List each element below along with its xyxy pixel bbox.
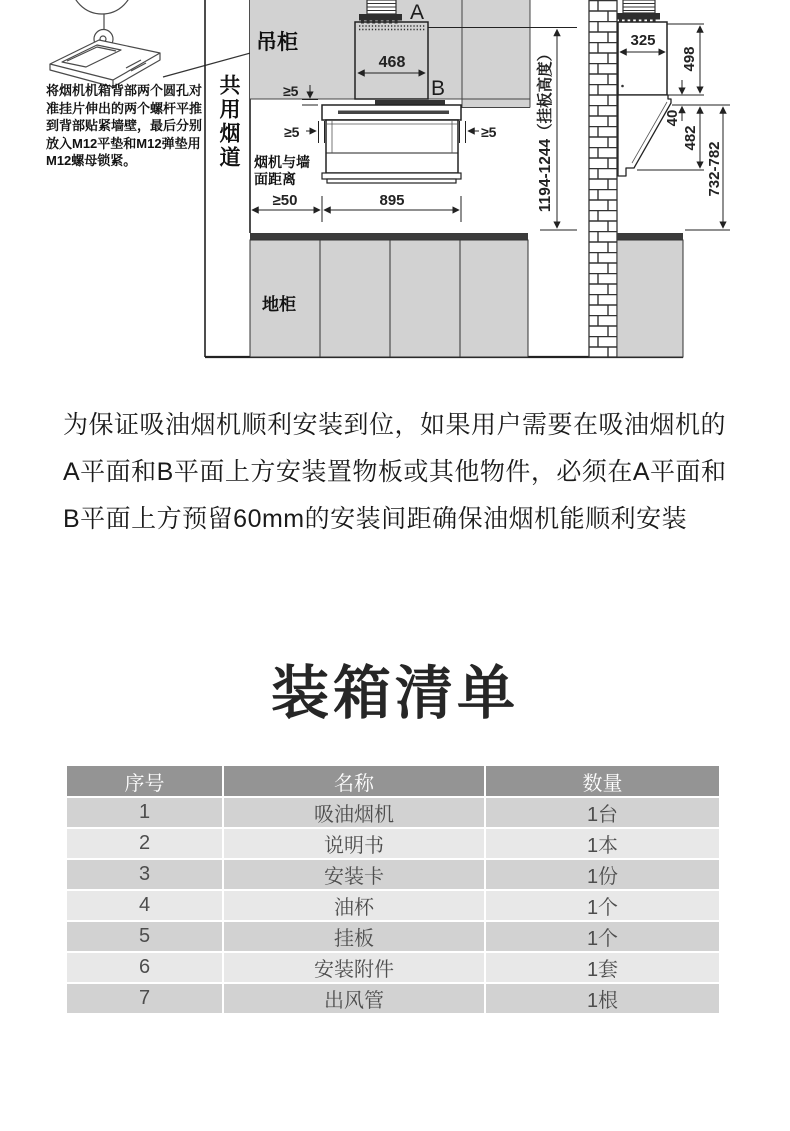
packing-list-title: 装箱清单	[270, 661, 519, 726]
brick-wall	[589, 0, 617, 357]
dim-wall-gap: ≥50	[272, 192, 298, 209]
cell-qty: 1份	[486, 860, 719, 889]
cell-index: 1	[67, 798, 222, 827]
cell-qty: 1套	[486, 953, 719, 982]
col-header-name: 名称	[224, 766, 484, 796]
dim-plate-height: 1194-1244（挂板高度）	[537, 45, 554, 213]
packing-list-table	[67, 766, 719, 1013]
note-line: A平面和B平面上方安装置物板或其他物件，必须在A平面和	[63, 458, 727, 486]
cell-index: 7	[67, 984, 222, 1013]
cell-name: 吸油烟机	[224, 798, 484, 827]
instruction-line: 将烟机机箱背部两个圆孔对	[46, 83, 203, 98]
base-cabinet-label: 地柜	[262, 295, 296, 314]
dim-hood-width: 895	[379, 192, 405, 209]
cell-name: 安装附件	[224, 953, 484, 982]
plane-b-label: B	[431, 77, 446, 100]
label-line: 面距离	[254, 171, 296, 187]
table-row	[67, 891, 719, 920]
cell-index: 5	[67, 922, 222, 951]
cell-name: 说明书	[224, 829, 484, 858]
cell-name: 安装卡	[224, 860, 484, 889]
dim-body-height: 482	[682, 125, 699, 151]
cell-index: 2	[67, 829, 222, 858]
instruction-line: M12螺母锁紧。	[46, 153, 137, 168]
hanging-plate-detail-sketch	[50, 0, 160, 87]
dim-counter-distance: 732-782	[706, 141, 723, 197]
magnifier-circle-large	[71, 0, 133, 14]
table-header-row	[67, 766, 719, 796]
instruction-line: 到背部贴紧墙壁，最后分别	[46, 118, 203, 133]
installation-note	[63, 402, 753, 543]
cell-qty: 1根	[486, 984, 719, 1013]
dim-step-gap: 40	[664, 109, 681, 127]
label-line: 烟机与墙	[254, 154, 310, 170]
dim-top-gap: ≥5	[283, 83, 299, 99]
cell-index: 6	[67, 953, 222, 982]
cell-qty: 1个	[486, 922, 719, 951]
table-row	[67, 829, 719, 858]
hood-front	[322, 100, 461, 183]
table-row	[67, 860, 719, 889]
dim-upper-height: 498	[681, 46, 698, 72]
col-header-index: 序号	[67, 766, 222, 796]
cell-qty: 1本	[486, 829, 719, 858]
cell-qty: 1台	[486, 798, 719, 827]
instruction-line: 放入M12平垫和M12弹垫用	[46, 135, 201, 151]
table-row	[67, 798, 719, 827]
table-row	[67, 953, 719, 982]
table-row	[67, 922, 719, 951]
instruction-line: 准挂片伸出的两个螺杆平推	[46, 100, 203, 116]
hood-wall-distance-label	[254, 154, 310, 188]
cell-index: 3	[67, 860, 222, 889]
note-line: 为保证吸油烟机顺利安装到位，如果用户需要在吸油烟机的	[63, 411, 727, 439]
shared-flue-label: 共用烟道	[217, 74, 240, 170]
cell-qty: 1个	[486, 891, 719, 920]
cell-index: 4	[67, 891, 222, 920]
cell-name: 出风管	[224, 984, 484, 1013]
duct-side	[617, 0, 660, 21]
col-header-qty: 数量	[486, 766, 719, 796]
cell-name: 油杯	[224, 891, 484, 920]
base-cabinet-side	[617, 233, 683, 357]
dim-side-gap-left: ≥5	[284, 124, 300, 140]
table-row	[67, 984, 719, 1013]
dim-side-depth: 325	[630, 32, 656, 49]
wall-cabinet-label: 吊柜	[256, 31, 298, 54]
note-line: B平面上方预留60mm的安装间距确保油烟机能顺利安装	[63, 505, 688, 533]
dim-chimney-width: 468	[378, 54, 406, 71]
mounting-instruction-text	[46, 82, 214, 170]
plane-a-label: A	[410, 1, 425, 24]
cell-name: 挂板	[224, 922, 484, 951]
dim-side-gap-right: ≥5	[481, 124, 497, 140]
